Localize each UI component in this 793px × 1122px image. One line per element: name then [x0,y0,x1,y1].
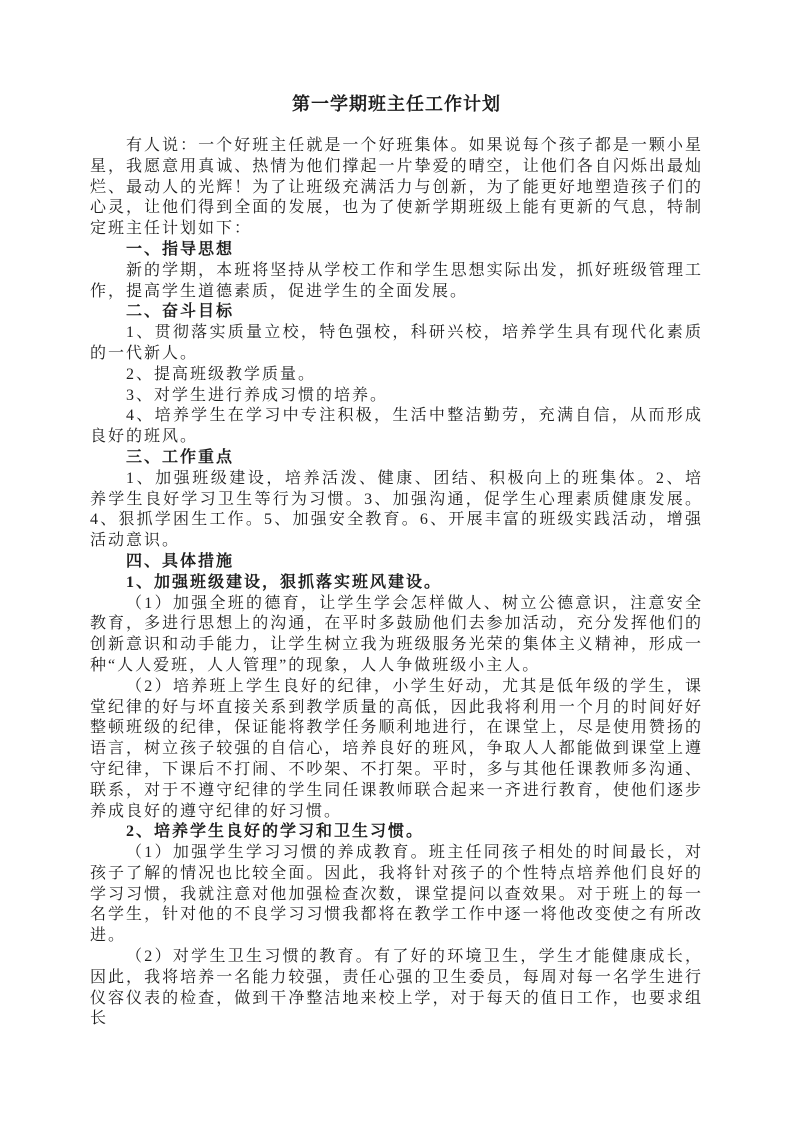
section-heading-4: 四、具体措施 [126,552,235,570]
paragraph-intro: 有人说：一个好班主任就是一个好班集体。如果说每个孩子都是一颗小星星，我愿意用真诚、热情为他们撑起一片挚爱的晴空，让他们各自闪烁出最灿烂、最动人的光辉！为了让班级充满活力与创新，为了能更好地塑造孩子们的心灵，让他们得到全面的发展，也为了使新学期班级上能有更新的气息，特制定班主任计划如下： [90,137,703,238]
measure-2-item-1: （1）加强学生学习习惯的养成教育。班主任同孩子相处的时间最长，对孩子了解的情况也比较全面。因此，我将针对孩子的个性特点培养他们良好的学习习惯，我就注意对他加强检查次数，课堂提问以查效果。对于班上的每一名学生，针对他的不良学习习惯我都将在教学工作中逐一将他改变使之有所改进。 [90,844,703,945]
measure-1-item-2: （2）培养班上学生良好的纪律，小学生好动，尤其是低年级的学生，课堂纪律的好与坏直接关系到教学质量的高低，因此我将利用一个月的时间好好整顿班级的纪律，保证能将教学任务顺利地进行，在课堂上，尽是使用赞扬的语言，树立孩子较强的自信心，培养良好的班风，争取人人都能做到课堂上遵守纪律，下课后不打闹、不吵架、不打架。平时，多与其他任课教师多沟通、联系，对于不遵守纪律的学生同任课教师联合起来一齐进行教育，使他们逐步养成良好的遵守纪律的好习惯。 [90,677,703,820]
paragraph-guiding-ideology: 新的学期，本班将坚持从学校工作和学生思想实际出发，抓好班级管理工作，提高学生道德素质，促进学生的全面发展。 [90,261,703,300]
goal-item-3: 3、对学生进行养成习惯的培养。 [126,386,389,404]
goal-item-2: 2、提高班级教学质量。 [126,365,317,383]
measure-heading-2: 2、培养学生良好的学习和卫生习惯。 [126,823,425,841]
section-heading-3: 三、工作重点 [126,448,235,466]
document-title: 第一学期班主任工作计划 [292,94,501,114]
section-heading-1: 一、指导思想 [126,240,235,258]
section-heading-2: 二、奋斗目标 [126,303,235,321]
goal-item-4: 4、培养学生在学习中专注积极，生活中整洁勤劳，充满自信，从而形成良好的班风。 [90,407,703,446]
measure-heading-1: 1、加强班级建设，狠抓落实班风建设。 [126,573,443,591]
paragraph-work-focus: 1、加强班级建设，培养活泼、健康、团结、积极向上的班集体。2、培养学生良好学习卫生等行为习惯。3、加强沟通，促学生心理素质健康发展。4、狠抓学困生工作。5、加强安全教育。6、开展丰富的班级实践活动，增强活动意识。 [90,469,703,550]
measure-1-item-1: （1）加强全班的德育，让学生学会怎样做人、树立公德意识，注意安全教育，多进行思想上的沟通，在平时多鼓励他们去参加活动，充分发挥他们的创新意识和动手能力，让学生树立我为班级服务光荣的集体主义精神，形成一种“人人爱班，人人管理”的现象，人人争做班级小主人。 [90,594,703,674]
goal-item-1: 1、贯彻落实质量立校，特色强校，科研兴校，培养学生具有现代化素质的一代新人。 [90,324,703,362]
measure-2-item-2: （2）对学生卫生习惯的教育。有了好的环境卫生，学生才能健康成长，因此，我将培养一名能力较强，责任心强的卫生委员，每周对每一名学生进行仪容仪表的检查，做到干净整洁地来校上学，对于每天的值日工作，也要求组长 [90,948,703,1028]
